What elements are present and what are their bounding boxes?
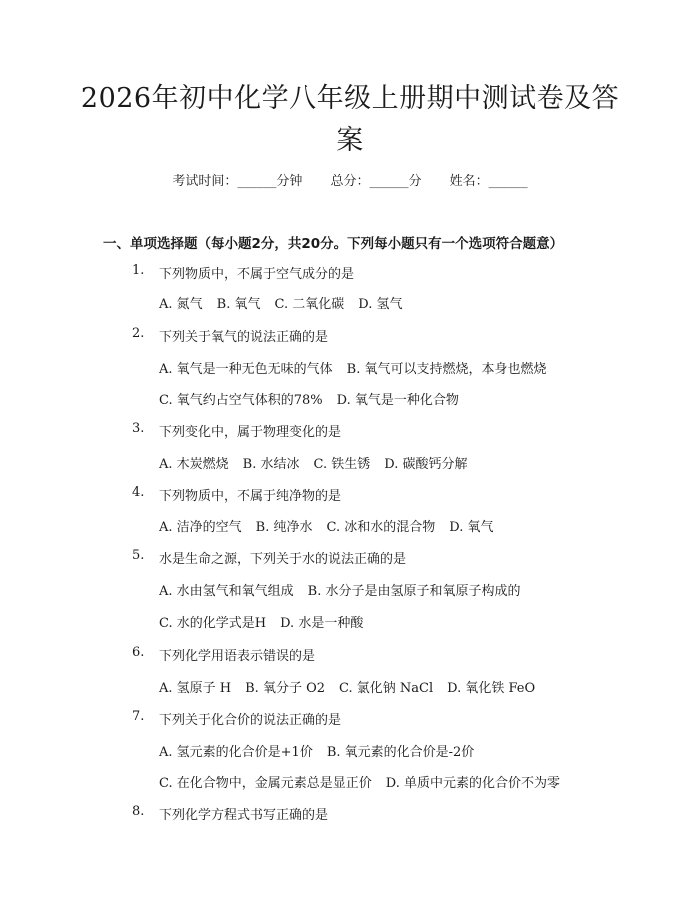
- question-number: 3.: [132, 421, 145, 436]
- option-d: D. 水是一种酸: [280, 616, 364, 631]
- question-number: 6.: [132, 645, 145, 660]
- option-c: C. 氯化钠 NaCl: [339, 681, 434, 696]
- option-a: A. 水由氢气和氧气组成: [159, 584, 294, 599]
- question-number: 8.: [132, 804, 145, 819]
- option-c: C. 二氧化碳: [274, 297, 345, 312]
- option-b: B. 水分子是由氢原子和氧原子构成的: [307, 584, 521, 599]
- option-a: A. 氢原子 H: [159, 681, 232, 696]
- page-title: 2026年初中化学八年级上册期中测试卷及答案: [80, 83, 620, 156]
- option-c: C. 铁生锈: [313, 457, 371, 472]
- option-d: D. 氧气是一种化合物: [336, 393, 459, 408]
- question-text: 下列关于氧气的说法正确的是: [159, 330, 329, 345]
- option-row: [159, 741, 488, 760]
- option-b: B. 纯净水: [255, 520, 313, 535]
- option-a: A. 氮气: [159, 297, 203, 312]
- option-row: [159, 677, 549, 696]
- question-number: 2.: [132, 326, 145, 341]
- option-c: C. 冰和水的混合物: [326, 520, 436, 535]
- option-d: D. 单质中元素的化合价不为零: [385, 776, 560, 791]
- option-d: D. 氧化铁 FeO: [447, 681, 536, 696]
- option-row: [159, 389, 473, 408]
- student-name-field: 姓名：______: [449, 174, 528, 189]
- option-b: B. 氧元素的化合价是-2价: [326, 745, 475, 760]
- question-number: 1.: [132, 263, 145, 278]
- option-c: C. 在化合物中，金属元素总是显正价: [159, 776, 372, 791]
- option-d: D. 碳酸钙分解: [384, 457, 468, 472]
- question-number: 4.: [132, 485, 145, 500]
- total-score-field: 总分：______分: [330, 174, 422, 189]
- option-d: D. 氢气: [358, 297, 403, 312]
- option-a: A. 木炭燃烧: [159, 457, 229, 472]
- option-b: B. 氧气可以支持燃烧，本身也燃烧: [346, 362, 547, 377]
- section-heading: 一、单项选择题（每小题2分，共20分。下列每小题只有一个选项符合题意）: [103, 236, 564, 252]
- option-b: B. 氧分子 O2: [245, 681, 326, 696]
- option-row: [159, 772, 574, 791]
- question-text: 下列物质中，不属于纯净物的是: [159, 489, 342, 504]
- question-text: 下列化学方程式书写正确的是: [159, 808, 329, 823]
- option-b: B. 水结冰: [242, 457, 300, 472]
- option-a: A. 氢元素的化合价是+1价: [159, 745, 313, 760]
- option-b: B. 氧气: [216, 297, 261, 312]
- question-number: 5.: [132, 548, 145, 563]
- question-text: 下列关于化合价的说法正确的是: [159, 713, 342, 728]
- option-d: D. 氧气: [449, 520, 494, 535]
- question-number: 7.: [132, 709, 145, 724]
- option-c: C. 氧气约占空气体积的78%: [159, 393, 323, 408]
- question-text: 下列变化中，属于物理变化的是: [159, 425, 342, 440]
- option-row: [159, 453, 481, 472]
- exam-meta: [0, 170, 700, 189]
- question-text: 下列物质中，不属于空气成分的是: [159, 267, 355, 282]
- question-text: 水是生命之源，下列关于水的说法正确的是: [159, 552, 407, 567]
- option-row: [159, 293, 416, 312]
- exam-time-field: 考试时间：______分钟: [172, 174, 303, 189]
- option-row: [159, 516, 507, 535]
- option-row: [159, 580, 534, 599]
- option-a: A. 洁净的空气: [159, 520, 242, 535]
- option-row: [159, 612, 377, 631]
- option-c: C. 水的化学式是H: [159, 616, 267, 631]
- option-row: [159, 358, 560, 377]
- question-text: 下列化学用语表示错误的是: [159, 649, 316, 664]
- option-a: A. 氧气是一种无色无味的气体: [159, 362, 333, 377]
